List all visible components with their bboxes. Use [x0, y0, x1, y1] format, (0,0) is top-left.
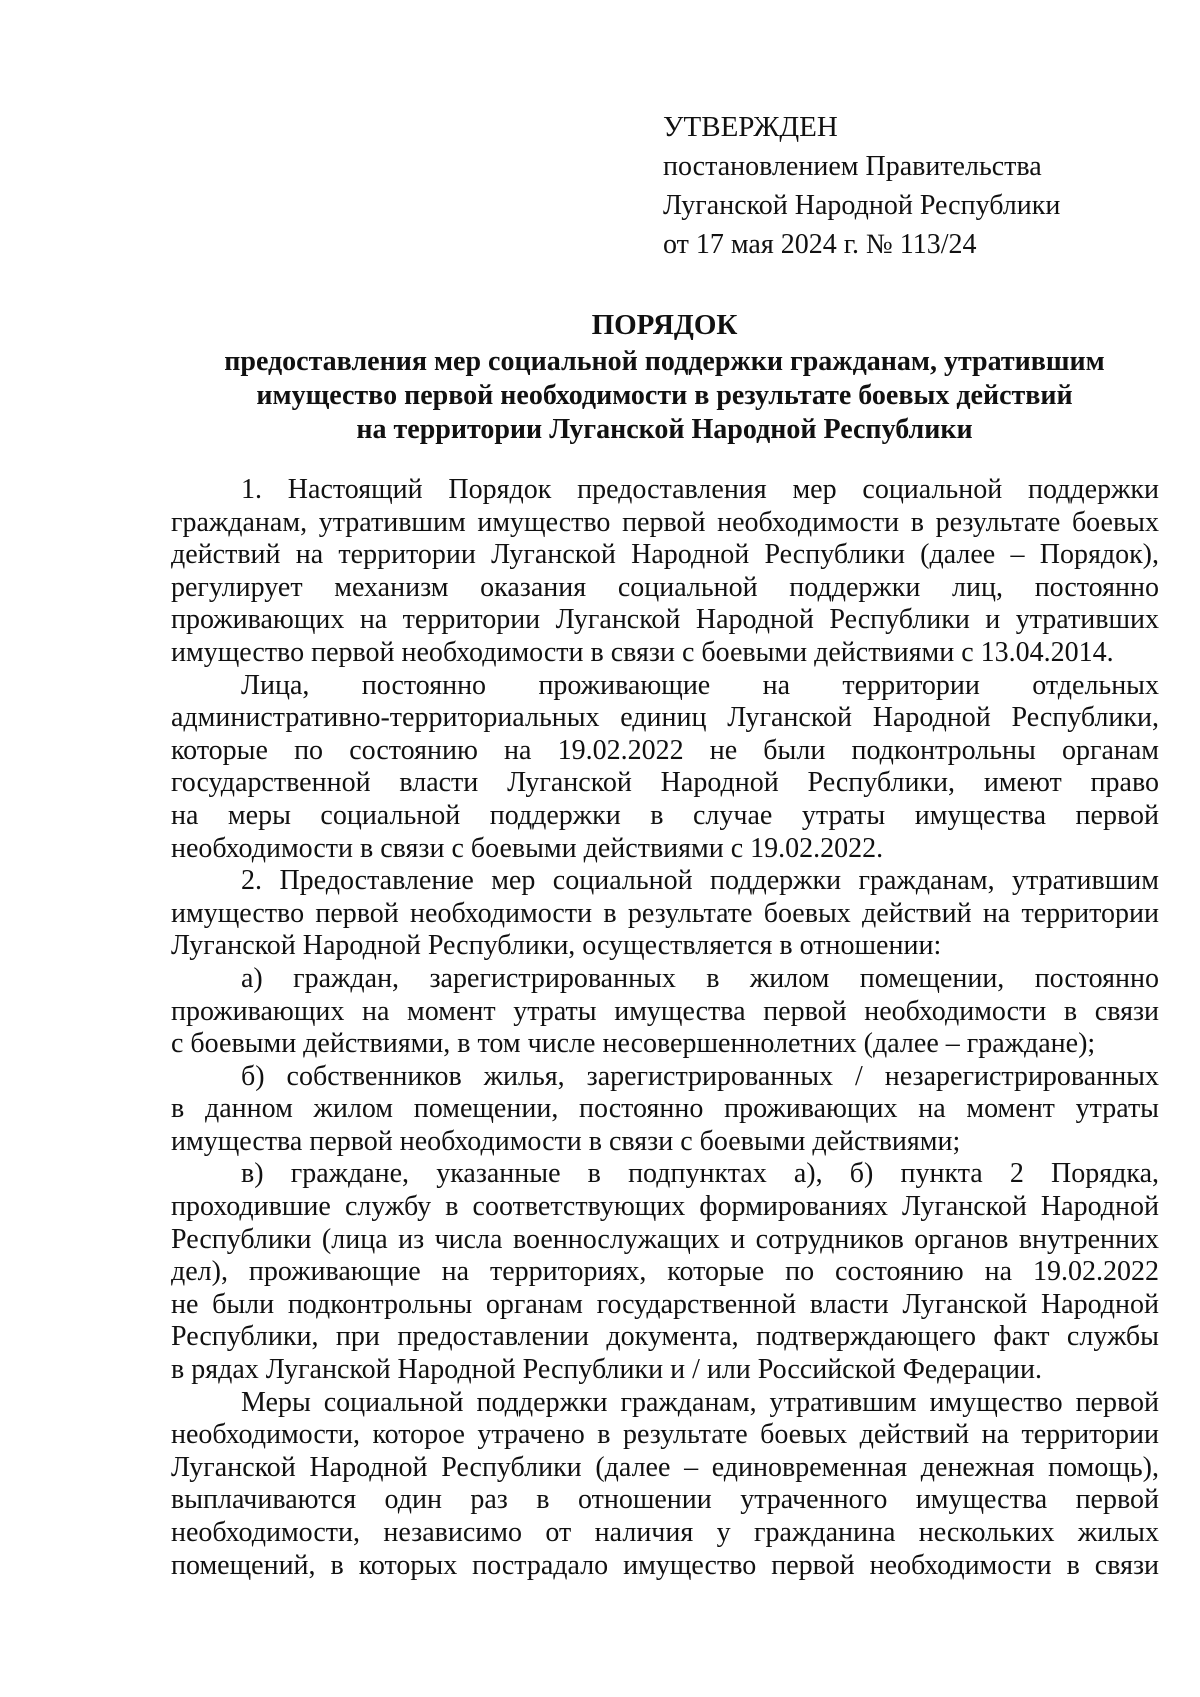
text-line: необходимости, которое утрачено в результате боевых действий на территории [171, 1419, 1159, 1451]
text-line: которые по состоянию на 19.02.2022 не были подконтрольны органам [171, 734, 1159, 766]
text-line: административно-территориальных единиц Луганской Народной Республики, [171, 702, 1159, 734]
approval-stamp: УТВЕРЖДЕН [663, 111, 838, 143]
text-line: в данном жилом помещении, постоянно проживающих на момент утраты [171, 1093, 1159, 1125]
document-body [171, 474, 1159, 1582]
title-line: имущество первой необходимости в результате боевых действий [256, 380, 1073, 411]
text-line: необходимости, независимо от наличия у гражданина нескольких жилых [171, 1517, 1159, 1548]
text-line: б) собственников жилья, зарегистрированных / незарегистрированных [241, 1060, 1159, 1092]
text-line: проживающих на момент утраты имущества первой необходимости в связи [171, 995, 1159, 1027]
text-line: выплачиваются один раз в отношении утраченного имущества первой [171, 1484, 1159, 1516]
document-heading: ПОРЯДОК [591, 309, 738, 341]
text-line: Луганской Народной Республики (далее – единовременная денежная помощь), [171, 1451, 1159, 1483]
paragraph-4 [171, 963, 1159, 1061]
text-line: дел), проживающие на территориях, которые по состоянию на 19.02.2022 [171, 1256, 1159, 1288]
text-line: имущества первой необходимости в связи с боевыми действиями; [171, 1125, 961, 1157]
text-line: Республики, при предоставлении документа, подтверждающего факт службы [171, 1321, 1159, 1353]
text-line: Лица, постоянно проживающие на территории отдельных [241, 669, 1159, 701]
approval-line: постановлением Правительства [663, 151, 1042, 182]
text-line: регулирует механизм оказания социальной поддержки лиц, постоянно [171, 571, 1159, 603]
text-line: с боевыми действиями, в том числе несовершеннолетних (далее – граждане); [171, 1028, 1096, 1060]
text-line: проходившие службу в соответствующих формированиях Луганской Народной [171, 1191, 1159, 1223]
text-line: необходимости в связи с боевыми действиями с 19.02.2022. [171, 832, 884, 864]
approval-block [663, 108, 1060, 264]
text-line: а) граждан, зарегистрированных в жилом помещении, постоянно [241, 962, 1159, 994]
text-line: действий на территории Луганской Народной Республики (далее – Порядок), [171, 539, 1159, 571]
text-line: имущество первой необходимости в результате боевых действий на территории [171, 897, 1159, 929]
text-line: на меры социальной поддержки в случае утраты имущества первой [171, 799, 1159, 831]
text-line: в рядах Луганской Народной Республики и / или Российской Федерации. [171, 1354, 1043, 1386]
paragraph-3 [171, 865, 1159, 963]
text-line: имущество первой необходимости в связи с боевыми действиями с 13.04.2014. [171, 636, 1114, 668]
approval-date-line: от 17 мая 2024 г. № 113/24 [663, 229, 977, 260]
text-line: проживающих на территории Луганской Народной Республики и утративших [171, 604, 1159, 636]
text-line: 1. Настоящий Порядок предоставления мер социальной поддержки [241, 474, 1159, 505]
paragraph-2 [171, 670, 1159, 866]
document-title [170, 305, 1159, 447]
text-line: не были подконтрольны органам государственной власти Луганской Народной [171, 1288, 1159, 1320]
title-line: предоставления мер социальной поддержки гражданам, утратившим [224, 346, 1105, 377]
text-line: 2. Предоставление мер социальной поддержки гражданам, утратившим [241, 865, 1159, 897]
text-line: гражданам, утратившим имущество первой необходимости в результате боевых [171, 506, 1159, 538]
paragraph-7 [171, 1387, 1159, 1583]
paragraph-5 [171, 1061, 1159, 1159]
text-line: государственной власти Луганской Народной Республики, имеют право [171, 767, 1159, 799]
text-line: Луганской Народной Республики, осуществляется в отношении: [171, 930, 942, 962]
title-line: на территории Луганской Народной Республики [356, 414, 973, 445]
text-line: Республики (лица из числа военнослужащих и сотрудников органов внутренних [171, 1223, 1159, 1255]
text-line: помещений, в которых пострадало имущество первой необходимости в связи [171, 1549, 1159, 1581]
text-line: в) граждане, указанные в подпунктах а), б) пункта 2 Порядка, [241, 1158, 1159, 1190]
paragraph-6 [171, 1158, 1159, 1386]
approval-line: Луганской Народной Республики [663, 190, 1061, 221]
text-line: Меры социальной поддержки гражданам, утратившим имущество первой [241, 1386, 1159, 1418]
paragraph-1 [171, 474, 1159, 670]
